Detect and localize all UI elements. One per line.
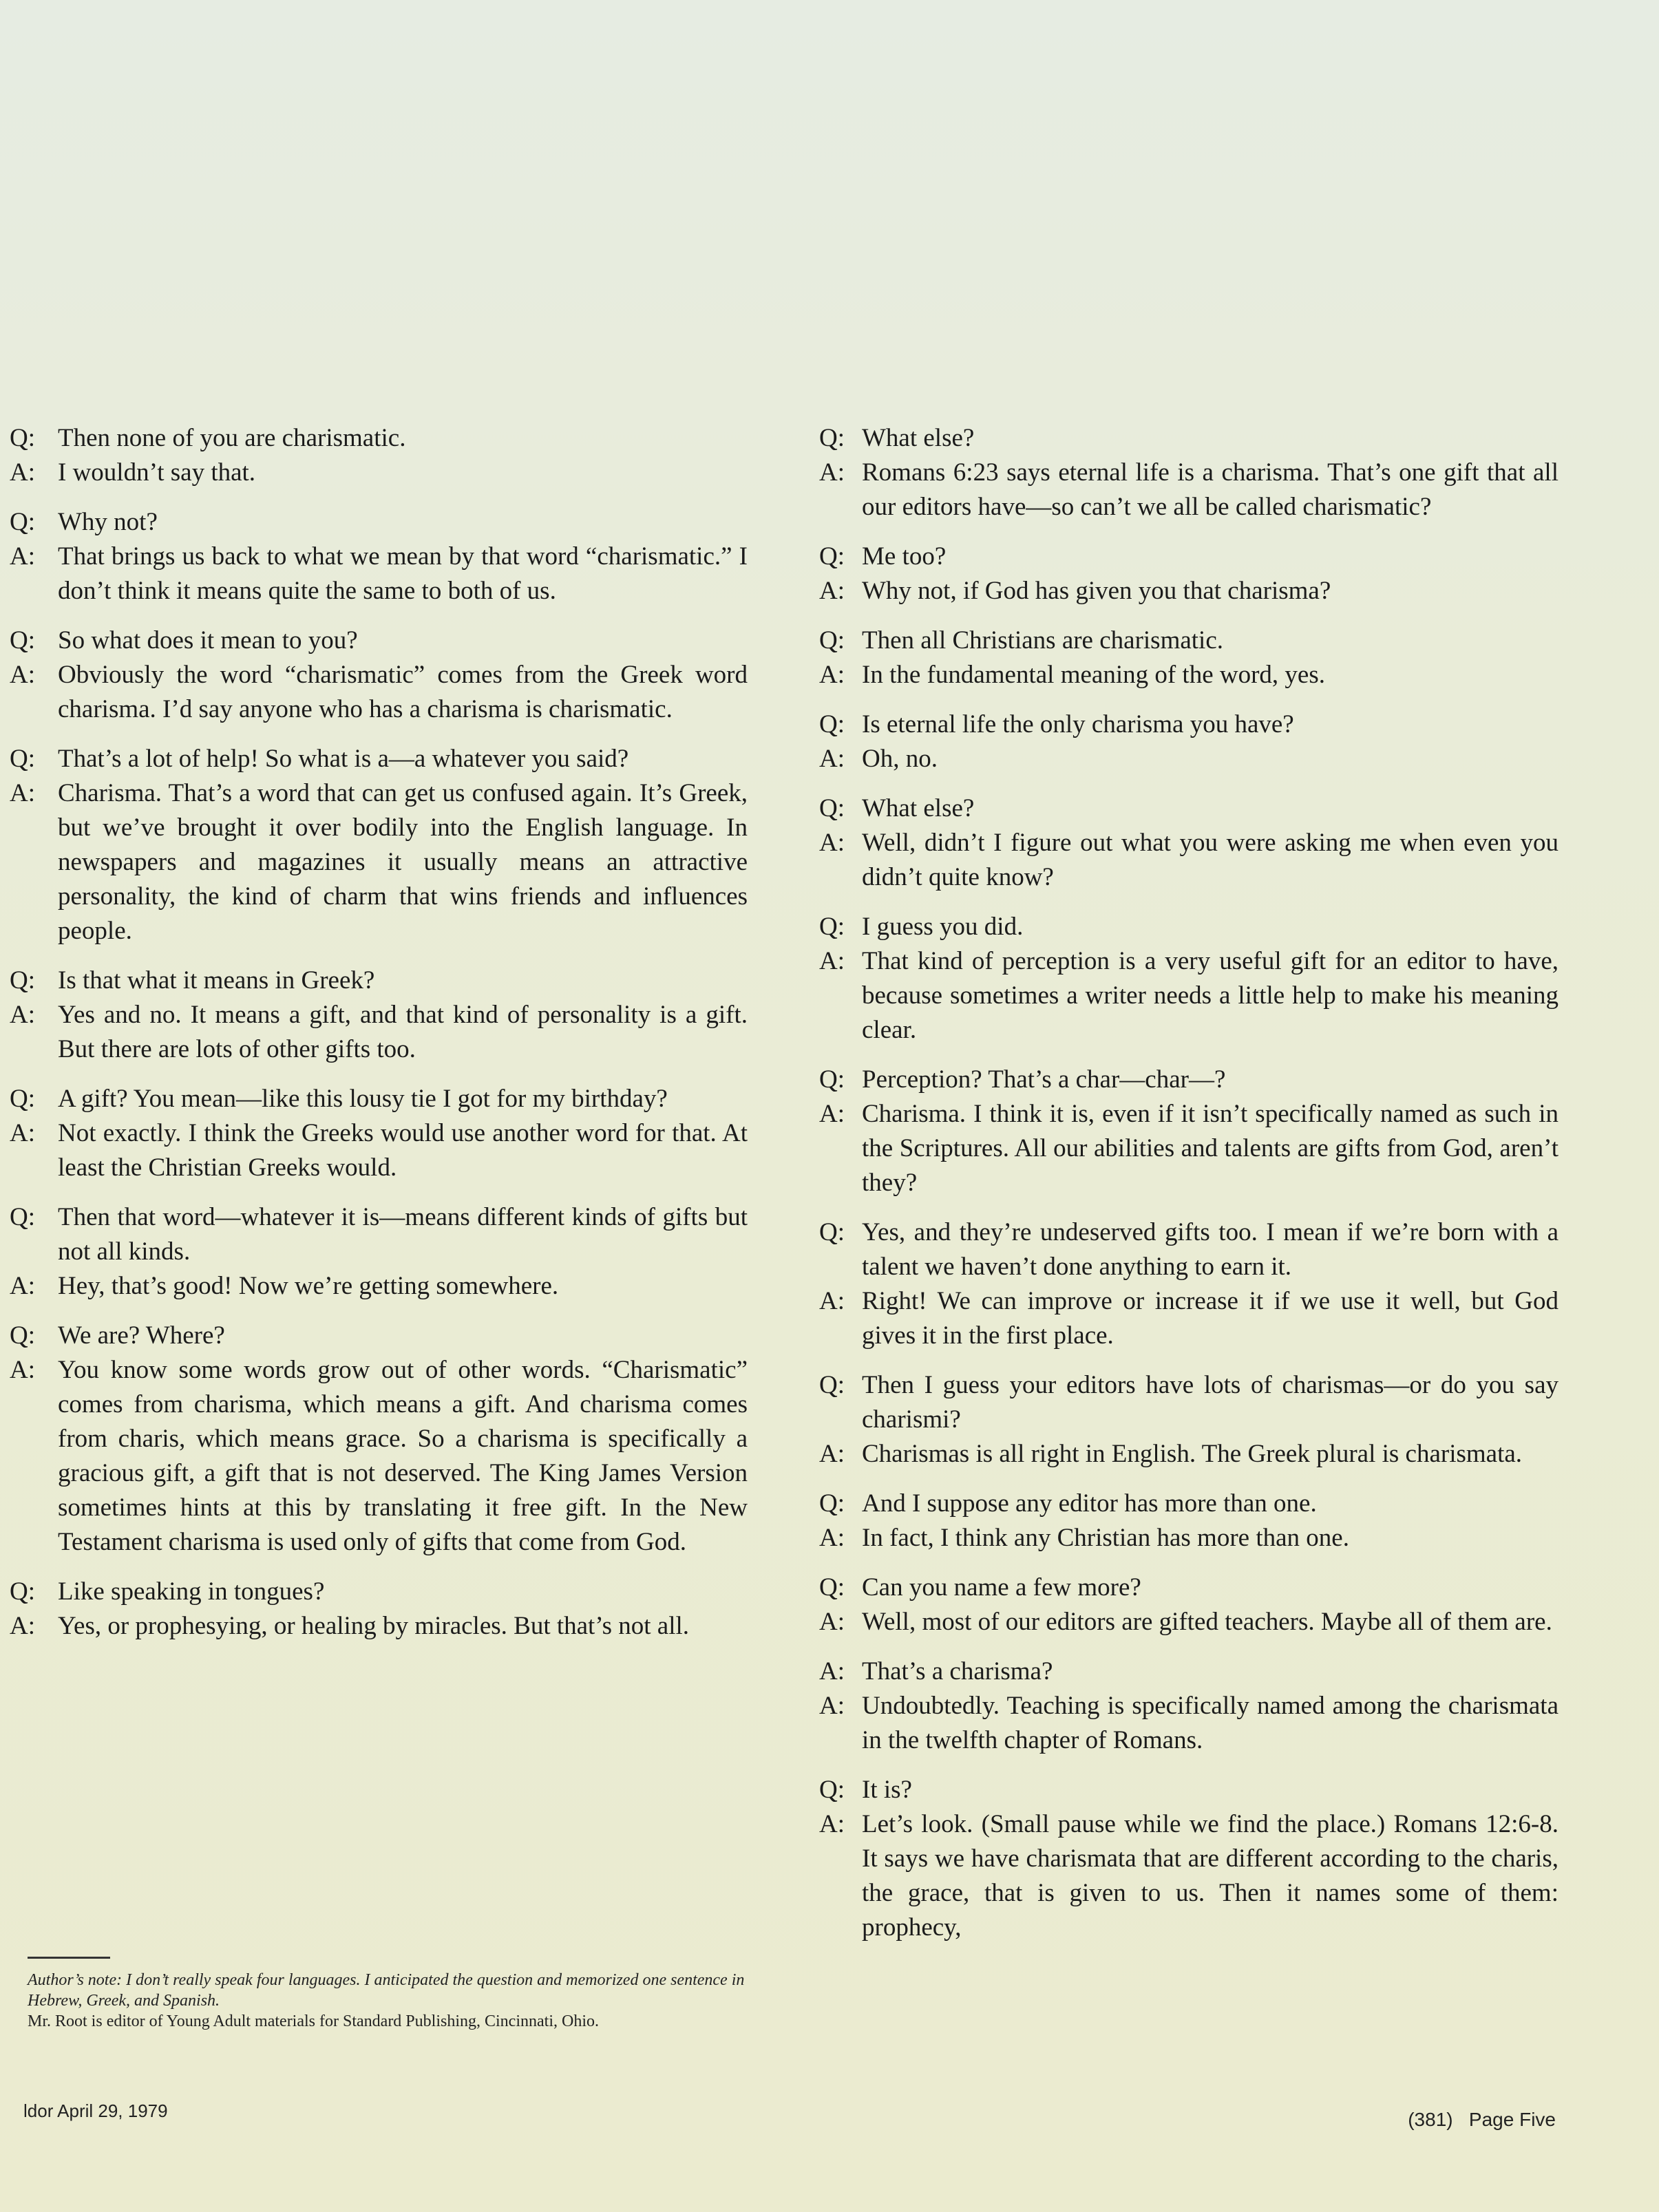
dialogue-text: Oh, no. (862, 745, 938, 773)
dialogue-text: Let’s look. (Small pause while we find the place.) Romans 12:6-8. It says we have charismata that are different according to the charis, the grace, that is given to us. Then it names some of them: prophecy, (862, 1810, 1558, 1942)
speaker-label: A: (819, 1657, 845, 1685)
qa-exchange (10, 1319, 748, 1560)
question-line (819, 910, 1558, 944)
question-line (10, 1575, 748, 1609)
dialogue-text: Obviously the word “charismatic” comes from the Greek word charisma. I’d say anyone who has a charisma is charismatic. (58, 661, 748, 723)
qa-exchange (10, 624, 748, 727)
dialogue-text: We are? Where? (58, 1321, 225, 1350)
answer-line (10, 456, 748, 490)
qa-exchange (819, 1063, 1558, 1200)
question-line (10, 505, 748, 540)
footer-issue-date: ldor April 29, 1979 (23, 2101, 168, 2121)
dialogue-text: Hey, that’s good! Now we’re getting somewhere. (58, 1272, 559, 1300)
dialogue-text: Like speaking in tongues? (58, 1577, 325, 1606)
speaker-label: A: (10, 661, 35, 689)
question-line (819, 1215, 1558, 1284)
speaker-label: A: (10, 542, 35, 571)
speaker-label: Q: (819, 1218, 845, 1246)
dialogue-text: Then I guess your editors have lots of charismas—or do you say charismi? (862, 1371, 1558, 1434)
answer-line (819, 1655, 1558, 1689)
dialogue-text: Yes and no. It means a gift, and that kind of personality is a gift. But there are lots of other gifts too. (58, 1001, 748, 1063)
answer-line (819, 1437, 1558, 1471)
dialogue-text: Then none of you are charismatic. (58, 424, 406, 452)
dialogue-text: What else? (862, 424, 975, 452)
qa-exchange (10, 1082, 748, 1185)
answer-line (819, 944, 1558, 1047)
dialogue-text: Well, didn’t I figure out what you were asking me when even you didn’t quite know? (862, 829, 1558, 891)
dialogue-text: So what does it mean to you? (58, 626, 358, 655)
question-line (10, 742, 748, 776)
footnote-divider (28, 1957, 110, 1959)
answer-line (10, 1269, 748, 1304)
dialogue-text: A gift? You mean—like this lousy tie I got for my birthday? (58, 1085, 668, 1113)
answer-line (819, 742, 1558, 776)
speaker-label: Q: (819, 1065, 845, 1094)
right-column (819, 421, 1558, 1960)
answer-line (10, 998, 748, 1067)
dialogue-text: You know some words grow out of other words. “Charismatic” comes from charisma, which means a gift. And charisma comes from charis, which means grace. So a charisma is specifically a gracious gift, a gift that is not deserved. The King James Version sometimes hints at this by translating it free gift. In the New Testament charisma is used only of gifts that come from God. (58, 1356, 748, 1556)
dialogue-text: Can you name a few more? (862, 1573, 1141, 1602)
question-line (819, 1487, 1558, 1521)
answer-line (819, 1097, 1558, 1200)
left-column (10, 421, 748, 1659)
speaker-label: A: (819, 1692, 845, 1720)
speaker-label: A: (10, 458, 35, 487)
question-line (819, 1063, 1558, 1097)
dialogue-text: Yes, or prophesying, or healing by miracles. But that’s not all. (58, 1612, 690, 1640)
answer-line (819, 1521, 1558, 1555)
speaker-label: A: (10, 1356, 35, 1384)
speaker-label: Q: (819, 794, 845, 822)
speaker-label: Q: (10, 1203, 35, 1231)
dialogue-text: Yes, and they’re undeserved gifts too. I mean if we’re born with a talent we haven’t done anything to earn it. (862, 1218, 1558, 1281)
speaker-label: A: (819, 1440, 845, 1468)
dialogue-text: Me too? (862, 542, 947, 571)
question-line (10, 964, 748, 998)
qa-exchange (819, 1215, 1558, 1353)
question-line (10, 421, 748, 456)
dialogue-text: Charisma. I think it is, even if it isn’t specifically named as such in the Scriptures. All our abilities and talents are gifts from God, aren’t they? (862, 1100, 1558, 1197)
speaker-label: Q: (819, 1573, 845, 1602)
speaker-label: Q: (10, 1321, 35, 1350)
dialogue-text: In the fundamental meaning of the word, yes. (862, 661, 1325, 689)
dialogue-text: Why not? (58, 508, 158, 536)
author-bio: Mr. Root is editor of Young Adult materials for Standard Publishing, Cincinnati, Ohio. (28, 2012, 599, 2030)
question-line (819, 540, 1558, 574)
question-line (819, 624, 1558, 658)
question-line (10, 1200, 748, 1269)
footer-page-number: (381) Page Five (1408, 2109, 1556, 2130)
speaker-label: Q: (819, 626, 845, 655)
speaker-label: A: (819, 1608, 845, 1636)
answer-line (10, 1353, 748, 1560)
speaker-label: Q: (819, 913, 845, 941)
speaker-label: A: (819, 829, 845, 857)
dialogue-text: Undoubtedly. Teaching is specifically named among the charismata in the twelfth chapter of Romans. (862, 1692, 1558, 1754)
answer-line (10, 776, 748, 948)
question-line (819, 421, 1558, 456)
qa-exchange (10, 742, 748, 948)
dialogue-text: That’s a charisma? (862, 1657, 1053, 1685)
qa-exchange (819, 1368, 1558, 1471)
question-line (819, 1773, 1558, 1807)
speaker-label: A: (819, 458, 845, 487)
dialogue-text: It is? (862, 1776, 912, 1804)
dialogue-text: Is eternal life the only charisma you have? (862, 710, 1294, 738)
speaker-label: A: (819, 1100, 845, 1128)
question-line (819, 791, 1558, 826)
dialogue-text: Why not, if God has given you that charisma? (862, 577, 1331, 605)
qa-exchange (819, 624, 1558, 692)
answer-line (819, 1605, 1558, 1639)
speaker-label: Q: (10, 626, 35, 655)
question-line (10, 1319, 748, 1353)
speaker-label: Q: (10, 424, 35, 452)
qa-exchange (819, 1773, 1558, 1945)
dialogue-text: Charisma. That’s a word that can get us confused again. It’s Greek, but we’ve brought it over bodily into the English language. In newspapers and magazines it usually means an attractive personality, the kind of charm that wins friends and influences people. (58, 779, 748, 945)
speaker-label: Q: (819, 1489, 845, 1518)
dialogue-text: Is that what it means in Greek? (58, 966, 375, 995)
speaker-label: Q: (10, 1085, 35, 1113)
dialogue-text: Romans 6:23 says eternal life is a charisma. That’s one gift that all our editors have—so can’t we all be called charismatic? (862, 458, 1558, 521)
speaker-label: A: (819, 577, 845, 605)
speaker-label: Q: (10, 966, 35, 995)
qa-exchange (10, 964, 748, 1067)
dialogue-text: What else? (862, 794, 975, 822)
speaker-label: Q: (819, 1776, 845, 1804)
qa-exchange (819, 540, 1558, 608)
question-line (10, 1082, 748, 1116)
speaker-label: Q: (10, 508, 35, 536)
dialogue-text: I guess you did. (862, 913, 1024, 941)
speaker-label: Q: (819, 1371, 845, 1399)
qa-exchange (819, 708, 1558, 776)
dialogue-text: Charismas is all right in English. The Greek plural is charismata. (862, 1440, 1523, 1468)
dialogue-text: Well, most of our editors are gifted teachers. Maybe all of them are. (862, 1608, 1552, 1636)
answer-line (819, 1807, 1558, 1945)
qa-exchange (819, 421, 1558, 524)
dialogue-text: That’s a lot of help! So what is a—a whatever you said? (58, 745, 629, 773)
dialogue-text: I wouldn’t say that. (58, 458, 256, 487)
dialogue-text: And I suppose any editor has more than one. (862, 1489, 1317, 1518)
speaker-label: Q: (819, 542, 845, 571)
qa-exchange (10, 1575, 748, 1644)
answer-line (819, 456, 1558, 524)
question-line (819, 1368, 1558, 1437)
answer-line (819, 1689, 1558, 1758)
speaker-label: Q: (10, 745, 35, 773)
speaker-label: A: (10, 779, 35, 807)
answer-line (10, 540, 748, 608)
question-line (10, 624, 748, 658)
speaker-label: A: (819, 745, 845, 773)
speaker-label: A: (819, 1287, 845, 1315)
qa-exchange (819, 1487, 1558, 1555)
qa-exchange (10, 421, 748, 490)
qa-exchange (819, 791, 1558, 895)
speaker-label: A: (819, 947, 845, 975)
speaker-label: A: (819, 1810, 845, 1838)
answer-line (10, 1609, 748, 1644)
speaker-label: A: (819, 661, 845, 689)
dialogue-text: That kind of perception is a very useful gift for an editor to have, because sometimes a writer needs a little help to make his meaning clear. (862, 947, 1558, 1044)
speaker-label: A: (10, 1612, 35, 1640)
answer-line (819, 1284, 1558, 1353)
qa-exchange (819, 1571, 1558, 1639)
dialogue-text: In fact, I think any Christian has more than one. (862, 1524, 1349, 1552)
qa-exchange (819, 1655, 1558, 1758)
answer-line (819, 574, 1558, 608)
dialogue-text: Then that word—whatever it is—means different kinds of gifts but not all kinds. (58, 1203, 748, 1266)
qa-exchange (10, 1200, 748, 1304)
speaker-label: A: (10, 1272, 35, 1300)
speaker-label: A: (10, 1001, 35, 1029)
question-line (819, 708, 1558, 742)
speaker-label: A: (10, 1119, 35, 1147)
author-note: Author’s note: I don’t really speak four languages. I anticipated the question and memorized one sentence in Hebrew, Greek, and Spanish. (28, 1971, 745, 2010)
dialogue-text: That brings us back to what we mean by that word “charismatic.” I don’t think it means quite the same to both of us. (58, 542, 748, 605)
footnote (28, 1970, 750, 2032)
answer-line (819, 826, 1558, 895)
dialogue-text: Not exactly. I think the Greeks would use another word for that. At least the Christian Greeks would. (58, 1119, 748, 1182)
speaker-label: Q: (819, 710, 845, 738)
dialogue-text: Perception? That’s a char—char—? (862, 1065, 1226, 1094)
answer-line (10, 1116, 748, 1185)
qa-exchange (10, 505, 748, 608)
dialogue-text: Then all Christians are charismatic. (862, 626, 1224, 655)
speaker-label: Q: (10, 1577, 35, 1606)
speaker-label: Q: (819, 424, 845, 452)
answer-line (819, 658, 1558, 692)
speaker-label: A: (819, 1524, 845, 1552)
question-line (819, 1571, 1558, 1605)
dialogue-text: Right! We can improve or increase it if we use it well, but God gives it in the first place. (862, 1287, 1558, 1350)
qa-exchange (819, 910, 1558, 1047)
answer-line (10, 658, 748, 727)
